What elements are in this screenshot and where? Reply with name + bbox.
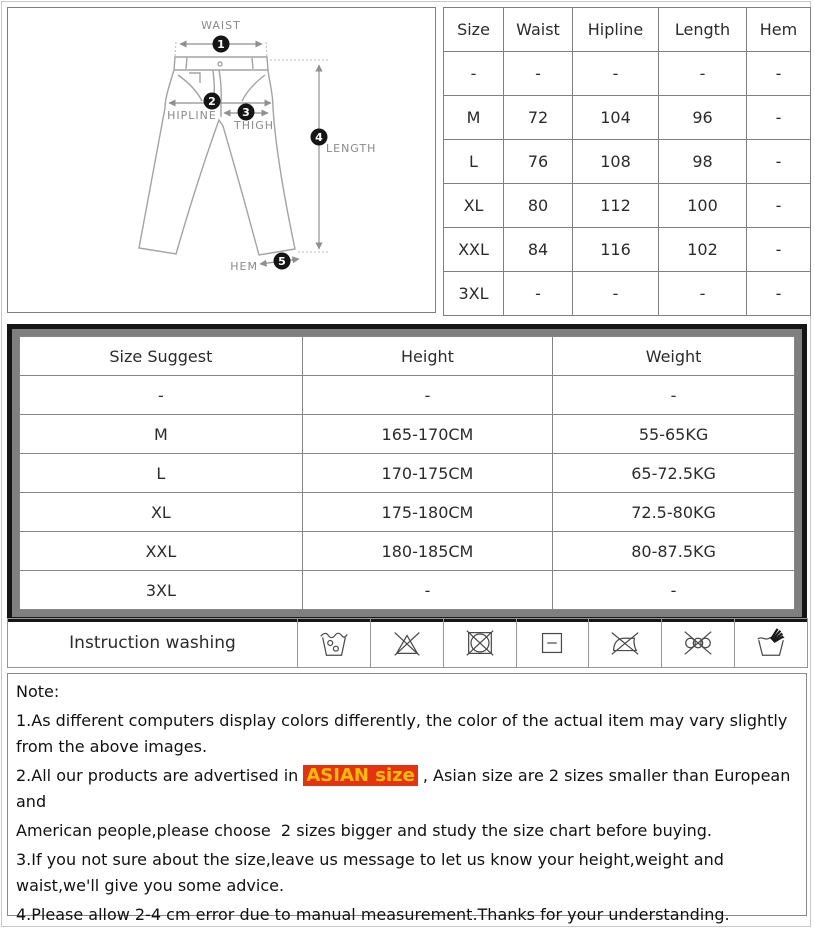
table-cell: 96 xyxy=(659,96,747,140)
table-row xyxy=(444,140,811,184)
size-suggest-frame xyxy=(7,324,807,622)
note-line-2 xyxy=(16,763,798,815)
table-cell: 108 xyxy=(573,140,659,184)
note-2-text-after: , Asian size are 2 sizes smaller than European and xyxy=(16,766,796,811)
svg-text:5: 5 xyxy=(278,255,286,268)
table-cell: - xyxy=(504,272,573,316)
table-header-row xyxy=(444,8,811,52)
column-header: Hem xyxy=(747,8,811,52)
column-header: Height xyxy=(302,337,552,376)
table-cell: - xyxy=(747,184,811,228)
table-cell: - xyxy=(553,376,795,415)
table-cell: 180-185CM xyxy=(302,532,552,571)
dry-flat-icon xyxy=(535,626,569,660)
waist-label: WAIST xyxy=(201,19,241,32)
pants-measurement-diagram xyxy=(7,7,436,313)
table-cell: 104 xyxy=(573,96,659,140)
table-cell: 76 xyxy=(504,140,573,184)
table-cell: 116 xyxy=(573,228,659,272)
table-cell xyxy=(516,619,589,668)
note-line-2b: American people,please choose 2 sizes bigger and study the size chart before buying. xyxy=(16,821,713,840)
table-cell xyxy=(735,619,808,668)
table-cell: - xyxy=(747,96,811,140)
table-row xyxy=(444,52,811,96)
do-not-bleach-icon xyxy=(390,626,424,660)
note-line-1: 1.As different computers display colors differently, the color of the actual item may vary slightly from the above images. xyxy=(16,711,793,756)
table-cell: 100 xyxy=(659,184,747,228)
table-cell xyxy=(589,619,662,668)
table-cell xyxy=(662,619,735,668)
table-cell: 3XL xyxy=(444,272,504,316)
table-cell: - xyxy=(553,571,795,610)
table-cell xyxy=(298,619,371,668)
table-cell: - xyxy=(747,272,811,316)
table-row xyxy=(20,415,795,454)
table-row xyxy=(20,532,795,571)
table-cell: 112 xyxy=(573,184,659,228)
thigh-label: THIGH xyxy=(233,119,275,132)
length-label: LENGTH xyxy=(326,142,377,155)
hand-wash-icon xyxy=(754,626,788,660)
table-cell: XXL xyxy=(20,532,303,571)
table-cell: 3XL xyxy=(20,571,303,610)
column-header: Size Suggest xyxy=(20,337,303,376)
washing-instruction-label: Instruction washing xyxy=(8,619,298,668)
table-cell: 80-87.5KG xyxy=(553,532,795,571)
svg-text:2: 2 xyxy=(208,95,216,108)
table-cell: M xyxy=(20,415,303,454)
table-cell: 175-180CM xyxy=(302,493,552,532)
table-cell: - xyxy=(504,52,573,96)
table-cell: - xyxy=(659,272,747,316)
table-row xyxy=(444,184,811,228)
column-header: Hipline xyxy=(573,8,659,52)
table-cell: 65-72.5KG xyxy=(553,454,795,493)
table-row xyxy=(20,571,795,610)
table-cell: 102 xyxy=(659,228,747,272)
svg-text:4: 4 xyxy=(315,131,323,144)
table-cell: 84 xyxy=(504,228,573,272)
table-row xyxy=(8,619,808,668)
washing-instruction-table xyxy=(7,618,808,668)
size-suggest-table xyxy=(19,336,795,610)
table-cell: - xyxy=(747,228,811,272)
machine-wash-icon xyxy=(317,626,351,660)
do-not-wring-icon xyxy=(681,626,715,660)
table-cell: 80 xyxy=(504,184,573,228)
table-cell xyxy=(370,619,443,668)
note-line-3: 3.If you not sure about the size,leave us message to let us know your height,weight and waist,we'll give you some advice. xyxy=(16,850,729,895)
do-not-iron-icon xyxy=(608,626,642,660)
table-cell: - xyxy=(573,52,659,96)
table-cell: 170-175CM xyxy=(302,454,552,493)
table-cell: - xyxy=(444,52,504,96)
size-measurement-table xyxy=(443,7,811,316)
note-line-4: 4.Please allow 2-4 cm error due to manual measurement.Thanks for your understanding. xyxy=(16,905,730,924)
table-cell: 165-170CM xyxy=(302,415,552,454)
table-cell: 72 xyxy=(504,96,573,140)
table-row xyxy=(444,272,811,316)
asian-size-highlight: ASIAN size xyxy=(303,765,417,786)
svg-text:1: 1 xyxy=(217,38,225,51)
table-row xyxy=(444,96,811,140)
table-cell xyxy=(443,619,516,668)
table-cell: 98 xyxy=(659,140,747,184)
table-row xyxy=(444,228,811,272)
hem-label: HEM xyxy=(230,260,258,273)
table-cell: 55-65KG xyxy=(553,415,795,454)
table-row xyxy=(20,376,795,415)
table-row xyxy=(20,454,795,493)
table-cell: - xyxy=(659,52,747,96)
table-cell: - xyxy=(302,571,552,610)
table-header-row xyxy=(20,337,795,376)
note-title: Note: xyxy=(16,682,60,701)
svg-text:3: 3 xyxy=(242,106,250,119)
table-cell: - xyxy=(747,52,811,96)
table-cell: - xyxy=(747,140,811,184)
do-not-tumble-dry-icon xyxy=(463,626,497,660)
table-cell: - xyxy=(302,376,552,415)
table-cell: - xyxy=(573,272,659,316)
table-cell: L xyxy=(444,140,504,184)
column-header: Weight xyxy=(553,337,795,376)
pants-diagram-icon xyxy=(8,8,435,312)
note-section xyxy=(7,673,807,924)
column-header: Length xyxy=(659,8,747,52)
column-header: Waist xyxy=(504,8,573,52)
table-cell: L xyxy=(20,454,303,493)
table-cell: XXL xyxy=(444,228,504,272)
table-cell: 72.5-80KG xyxy=(553,493,795,532)
table-cell: - xyxy=(20,376,303,415)
column-header: Size xyxy=(444,8,504,52)
table-row xyxy=(20,493,795,532)
hipline-label: HIPLINE xyxy=(167,109,217,122)
table-cell: XL xyxy=(444,184,504,228)
table-cell: XL xyxy=(20,493,303,532)
note-2-text: 2.All our products are advertised in xyxy=(16,766,304,785)
table-cell: M xyxy=(444,96,504,140)
